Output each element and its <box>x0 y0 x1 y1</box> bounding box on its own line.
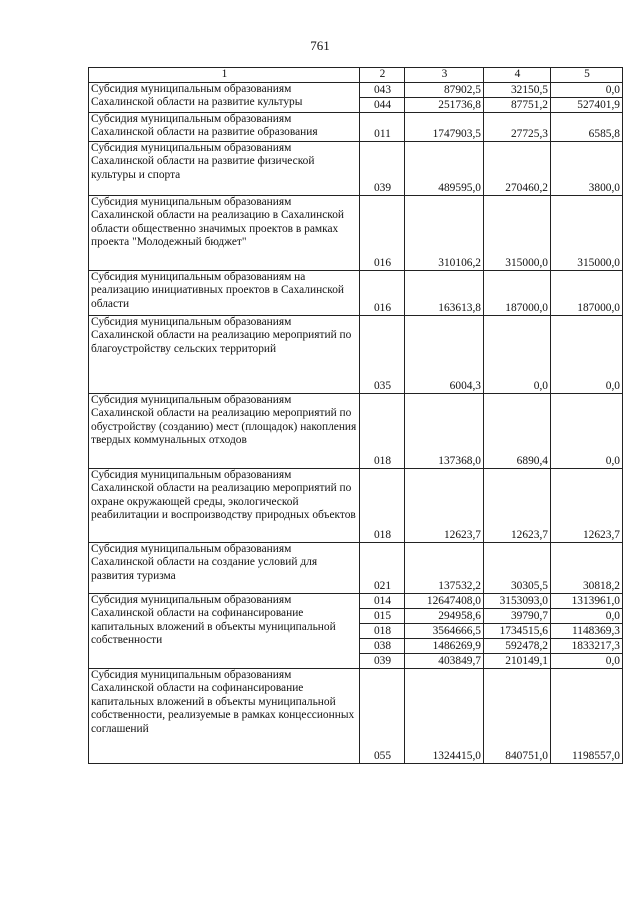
subsidy-description: Субсидия муниципальным образованиям Сахалинской области на софинансирование капитальных вложений в объекты муниципальной собственности <box>89 594 360 669</box>
table-row <box>89 142 623 196</box>
amount-col4: 87751,2 <box>484 98 551 113</box>
budget-code: 021 <box>360 543 405 594</box>
amount-col3: 1747903,5 <box>405 113 484 142</box>
column-header: 3 <box>405 68 484 83</box>
amount-col3: 137368,0 <box>405 394 484 469</box>
amount-col4: 39790,7 <box>484 609 551 624</box>
subsidy-description: Субсидия муниципальным образованиям Сахалинской области на развитие образования <box>89 113 360 142</box>
budget-code: 043 <box>360 83 405 98</box>
budget-code: 035 <box>360 316 405 394</box>
budget-code: 018 <box>360 624 405 639</box>
amount-col3: 251736,8 <box>405 98 484 113</box>
amount-col4: 315000,0 <box>484 196 551 271</box>
column-header: 5 <box>551 68 623 83</box>
amount-col3: 12623,7 <box>405 469 484 543</box>
amount-col3: 1486269,9 <box>405 639 484 654</box>
amount-col5: 30818,2 <box>551 543 623 594</box>
amount-col5: 1313961,0 <box>551 594 623 609</box>
budget-code: 016 <box>360 196 405 271</box>
amount-col3: 137532,2 <box>405 543 484 594</box>
column-header: 4 <box>484 68 551 83</box>
page-number: 761 <box>310 38 330 53</box>
amount-col4: 210149,1 <box>484 654 551 669</box>
budget-code: 044 <box>360 98 405 113</box>
amount-col4: 32150,5 <box>484 83 551 98</box>
table-row <box>89 469 623 543</box>
amount-col3: 12647408,0 <box>405 594 484 609</box>
subsidy-description: Субсидия муниципальным образованиям Сахалинской области на софинансирование капитальных вложений в объекты муниципальной собственности, реализуемые в рамках концессионных соглашений <box>89 669 360 764</box>
amount-col3: 163613,8 <box>405 271 484 316</box>
amount-col5: 1833217,3 <box>551 639 623 654</box>
budget-table <box>88 67 623 764</box>
budget-code: 038 <box>360 639 405 654</box>
subsidy-description: Субсидия муниципальным образованиям Сахалинской области на реализацию в Сахалинской области общественно значимых проектов в рамках проекта "Молодежный бюджет" <box>89 196 360 271</box>
table-row <box>89 196 623 271</box>
amount-col5: 12623,7 <box>551 469 623 543</box>
amount-col3: 1324415,0 <box>405 669 484 764</box>
budget-code: 016 <box>360 271 405 316</box>
budget-code: 039 <box>360 142 405 196</box>
subsidy-description: Субсидия муниципальным образованиям Сахалинской области на реализацию мероприятий по охране окружающей среды, экологической реабилитации и воспроизводству природных объектов <box>89 469 360 543</box>
amount-col5: 0,0 <box>551 654 623 669</box>
amount-col4: 27725,3 <box>484 113 551 142</box>
budget-code: 014 <box>360 594 405 609</box>
table-row <box>89 271 623 316</box>
amount-col4: 3153093,0 <box>484 594 551 609</box>
amount-col4: 1734515,6 <box>484 624 551 639</box>
table-row <box>89 316 623 394</box>
subsidy-description: Субсидия муниципальным образованиям на реализацию инициативных проектов в Сахалинской области <box>89 271 360 316</box>
amount-col4: 0,0 <box>484 316 551 394</box>
budget-code: 055 <box>360 669 405 764</box>
amount-col5: 527401,9 <box>551 98 623 113</box>
subsidy-description: Субсидия муниципальным образованиям Сахалинской области на развитие культуры <box>89 83 360 113</box>
table-row <box>89 83 623 98</box>
table-row <box>89 543 623 594</box>
amount-col4: 592478,2 <box>484 639 551 654</box>
subsidy-description: Субсидия муниципальным образованиям Сахалинской области на создание условий для развития туризма <box>89 543 360 594</box>
table-row <box>89 113 623 142</box>
amount-col3: 310106,2 <box>405 196 484 271</box>
amount-col5: 0,0 <box>551 316 623 394</box>
amount-col5: 0,0 <box>551 83 623 98</box>
subsidy-description: Субсидия муниципальным образованиям Сахалинской области на реализацию мероприятий по благоустройству сельских территорий <box>89 316 360 394</box>
budget-code: 018 <box>360 469 405 543</box>
amount-col3: 6004,3 <box>405 316 484 394</box>
column-header-row <box>89 68 623 83</box>
subsidy-description: Субсидия муниципальным образованиям Сахалинской области на развитие физической культуры и спорта <box>89 142 360 196</box>
amount-col3: 3564666,5 <box>405 624 484 639</box>
table-row <box>89 594 623 609</box>
amount-col4: 840751,0 <box>484 669 551 764</box>
budget-code: 011 <box>360 113 405 142</box>
amount-col5: 1148369,3 <box>551 624 623 639</box>
budget-code: 039 <box>360 654 405 669</box>
amount-col5: 0,0 <box>551 609 623 624</box>
amount-col4: 187000,0 <box>484 271 551 316</box>
amount-col4: 30305,5 <box>484 543 551 594</box>
budget-code: 018 <box>360 394 405 469</box>
amount-col5: 6585,8 <box>551 113 623 142</box>
budget-code: 015 <box>360 609 405 624</box>
amount-col5: 315000,0 <box>551 196 623 271</box>
amount-col4: 12623,7 <box>484 469 551 543</box>
amount-col5: 3800,0 <box>551 142 623 196</box>
amount-col5: 187000,0 <box>551 271 623 316</box>
amount-col3: 294958,6 <box>405 609 484 624</box>
amount-col4: 270460,2 <box>484 142 551 196</box>
amount-col4: 6890,4 <box>484 394 551 469</box>
amount-col5: 1198557,0 <box>551 669 623 764</box>
amount-col5: 0,0 <box>551 394 623 469</box>
table-row <box>89 394 623 469</box>
amount-col3: 87902,5 <box>405 83 484 98</box>
column-header: 1 <box>89 68 360 83</box>
amount-col3: 403849,7 <box>405 654 484 669</box>
table-row <box>89 669 623 764</box>
column-header: 2 <box>360 68 405 83</box>
amount-col3: 489595,0 <box>405 142 484 196</box>
subsidy-description: Субсидия муниципальным образованиям Сахалинской области на реализацию мероприятий по обустройству (созданию) мест (площадок) накопления твердых коммунальных отходов <box>89 394 360 469</box>
